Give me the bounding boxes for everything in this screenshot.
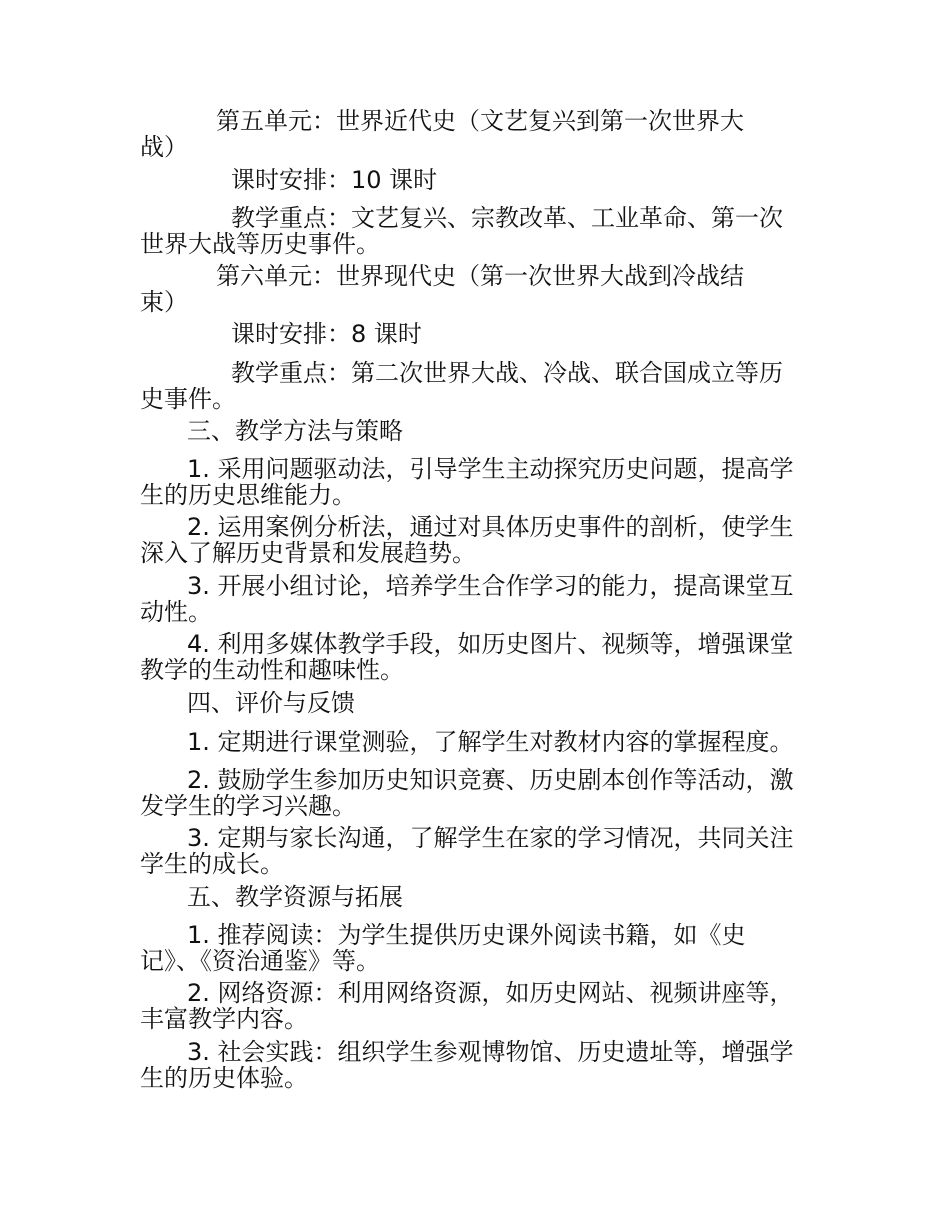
list-item-line1: 2. 运用案例分析法，通过对具体历史事件的剖析，使学生: [187, 513, 794, 541]
unit5-focus-line1: 教学重点：文艺复兴、宗教改革、工业革命、第一次: [231, 204, 783, 232]
list-item-line1: 2. 网络资源：利用网络资源，如历史网站、视频讲座等，: [187, 979, 794, 1007]
list-item-line1: 4. 利用多媒体教学手段，如历史图片、视频等，增强课堂: [187, 630, 794, 658]
list-item-line1: 2. 鼓励学生参加历史知识竞赛、历史剧本创作等活动，激: [187, 766, 794, 794]
unit6-title-line2: 束）: [140, 288, 188, 316]
list-item: [140, 573, 820, 625]
list-item-line2: 生的历史思维能力。: [140, 481, 356, 509]
list-item: [140, 1039, 820, 1091]
list-item-line1: 1. 采用问题驱动法，引导学生主动探究历史问题，提高学: [187, 455, 794, 483]
list-item-line1: 3. 社会实践：组织学生参观博物馆、历史遗址等，增强学: [187, 1038, 794, 1066]
unit5-title-line2: 战）: [140, 133, 188, 161]
list-item-line1: 3. 定期与家长沟通，了解学生在家的学习情况，共同关注: [187, 824, 794, 852]
list-item: [140, 456, 820, 508]
list-item-line1: 3. 开展小组讨论，培养学生合作学习的能力，提高课堂互: [187, 572, 794, 600]
list-item-line2: 生的历史体验。: [140, 1064, 308, 1092]
unit6-title: [140, 263, 820, 315]
unit6-title-line1: 第六单元：世界现代史（第一次世界大战到冷战结: [216, 262, 744, 290]
unit5-title: [140, 108, 820, 160]
list-item: [140, 825, 820, 877]
list-item-line2: 动性。: [140, 598, 212, 626]
unit5-focus: [140, 205, 820, 257]
list-item-line2: 丰富教学内容。: [140, 1005, 308, 1033]
list-item-line2: 深入了解历史背景和发展趋势。: [140, 539, 476, 567]
section4-heading: [140, 690, 820, 716]
list-item: [140, 514, 820, 566]
list-item-line2: 记》、《资治通鉴》等。: [140, 947, 380, 975]
list-item-line2: 教学的生动性和趣味性。: [140, 656, 404, 684]
unit5-focus-line2: 世界大战等历史事件。: [140, 230, 380, 258]
list-item-line2: 发学生的学习兴趣。: [140, 792, 356, 820]
list-item: [140, 980, 820, 1032]
unit6-focus-line2: 史事件。: [140, 385, 236, 413]
section4-heading-text: 四、评价与反馈: [187, 689, 355, 717]
section5-heading: [140, 884, 820, 910]
unit6-focus: [140, 360, 820, 412]
list-item-line2: 学生的成长。: [140, 850, 284, 878]
list-item: [140, 767, 820, 819]
section3-heading: [140, 418, 820, 444]
list-item: [140, 631, 820, 683]
unit5-title-line1: 第五单元：世界近代史（文艺复兴到第一次世界大: [216, 107, 744, 135]
unit6-focus-line1: 教学重点：第二次世界大战、冷战、联合国成立等历: [231, 359, 783, 387]
unit5-hours: [140, 167, 820, 193]
unit6-hours-text: 课时安排：8 课时: [231, 320, 422, 348]
list-item-line1: 1. 推荐阅读：为学生提供历史课外阅读书籍，如《史: [187, 921, 746, 949]
unit5-hours-text: 课时安排：10 课时: [231, 166, 438, 194]
list-item: [140, 729, 820, 755]
section3-heading-text: 三、教学方法与策略: [187, 417, 403, 445]
list-item: [140, 922, 820, 974]
list-item-line1: 1. 定期进行课堂测验，了解学生对教材内容的掌握程度。: [187, 728, 794, 756]
unit6-hours: [140, 321, 820, 347]
section5-heading-text: 五、教学资源与拓展: [187, 883, 403, 911]
